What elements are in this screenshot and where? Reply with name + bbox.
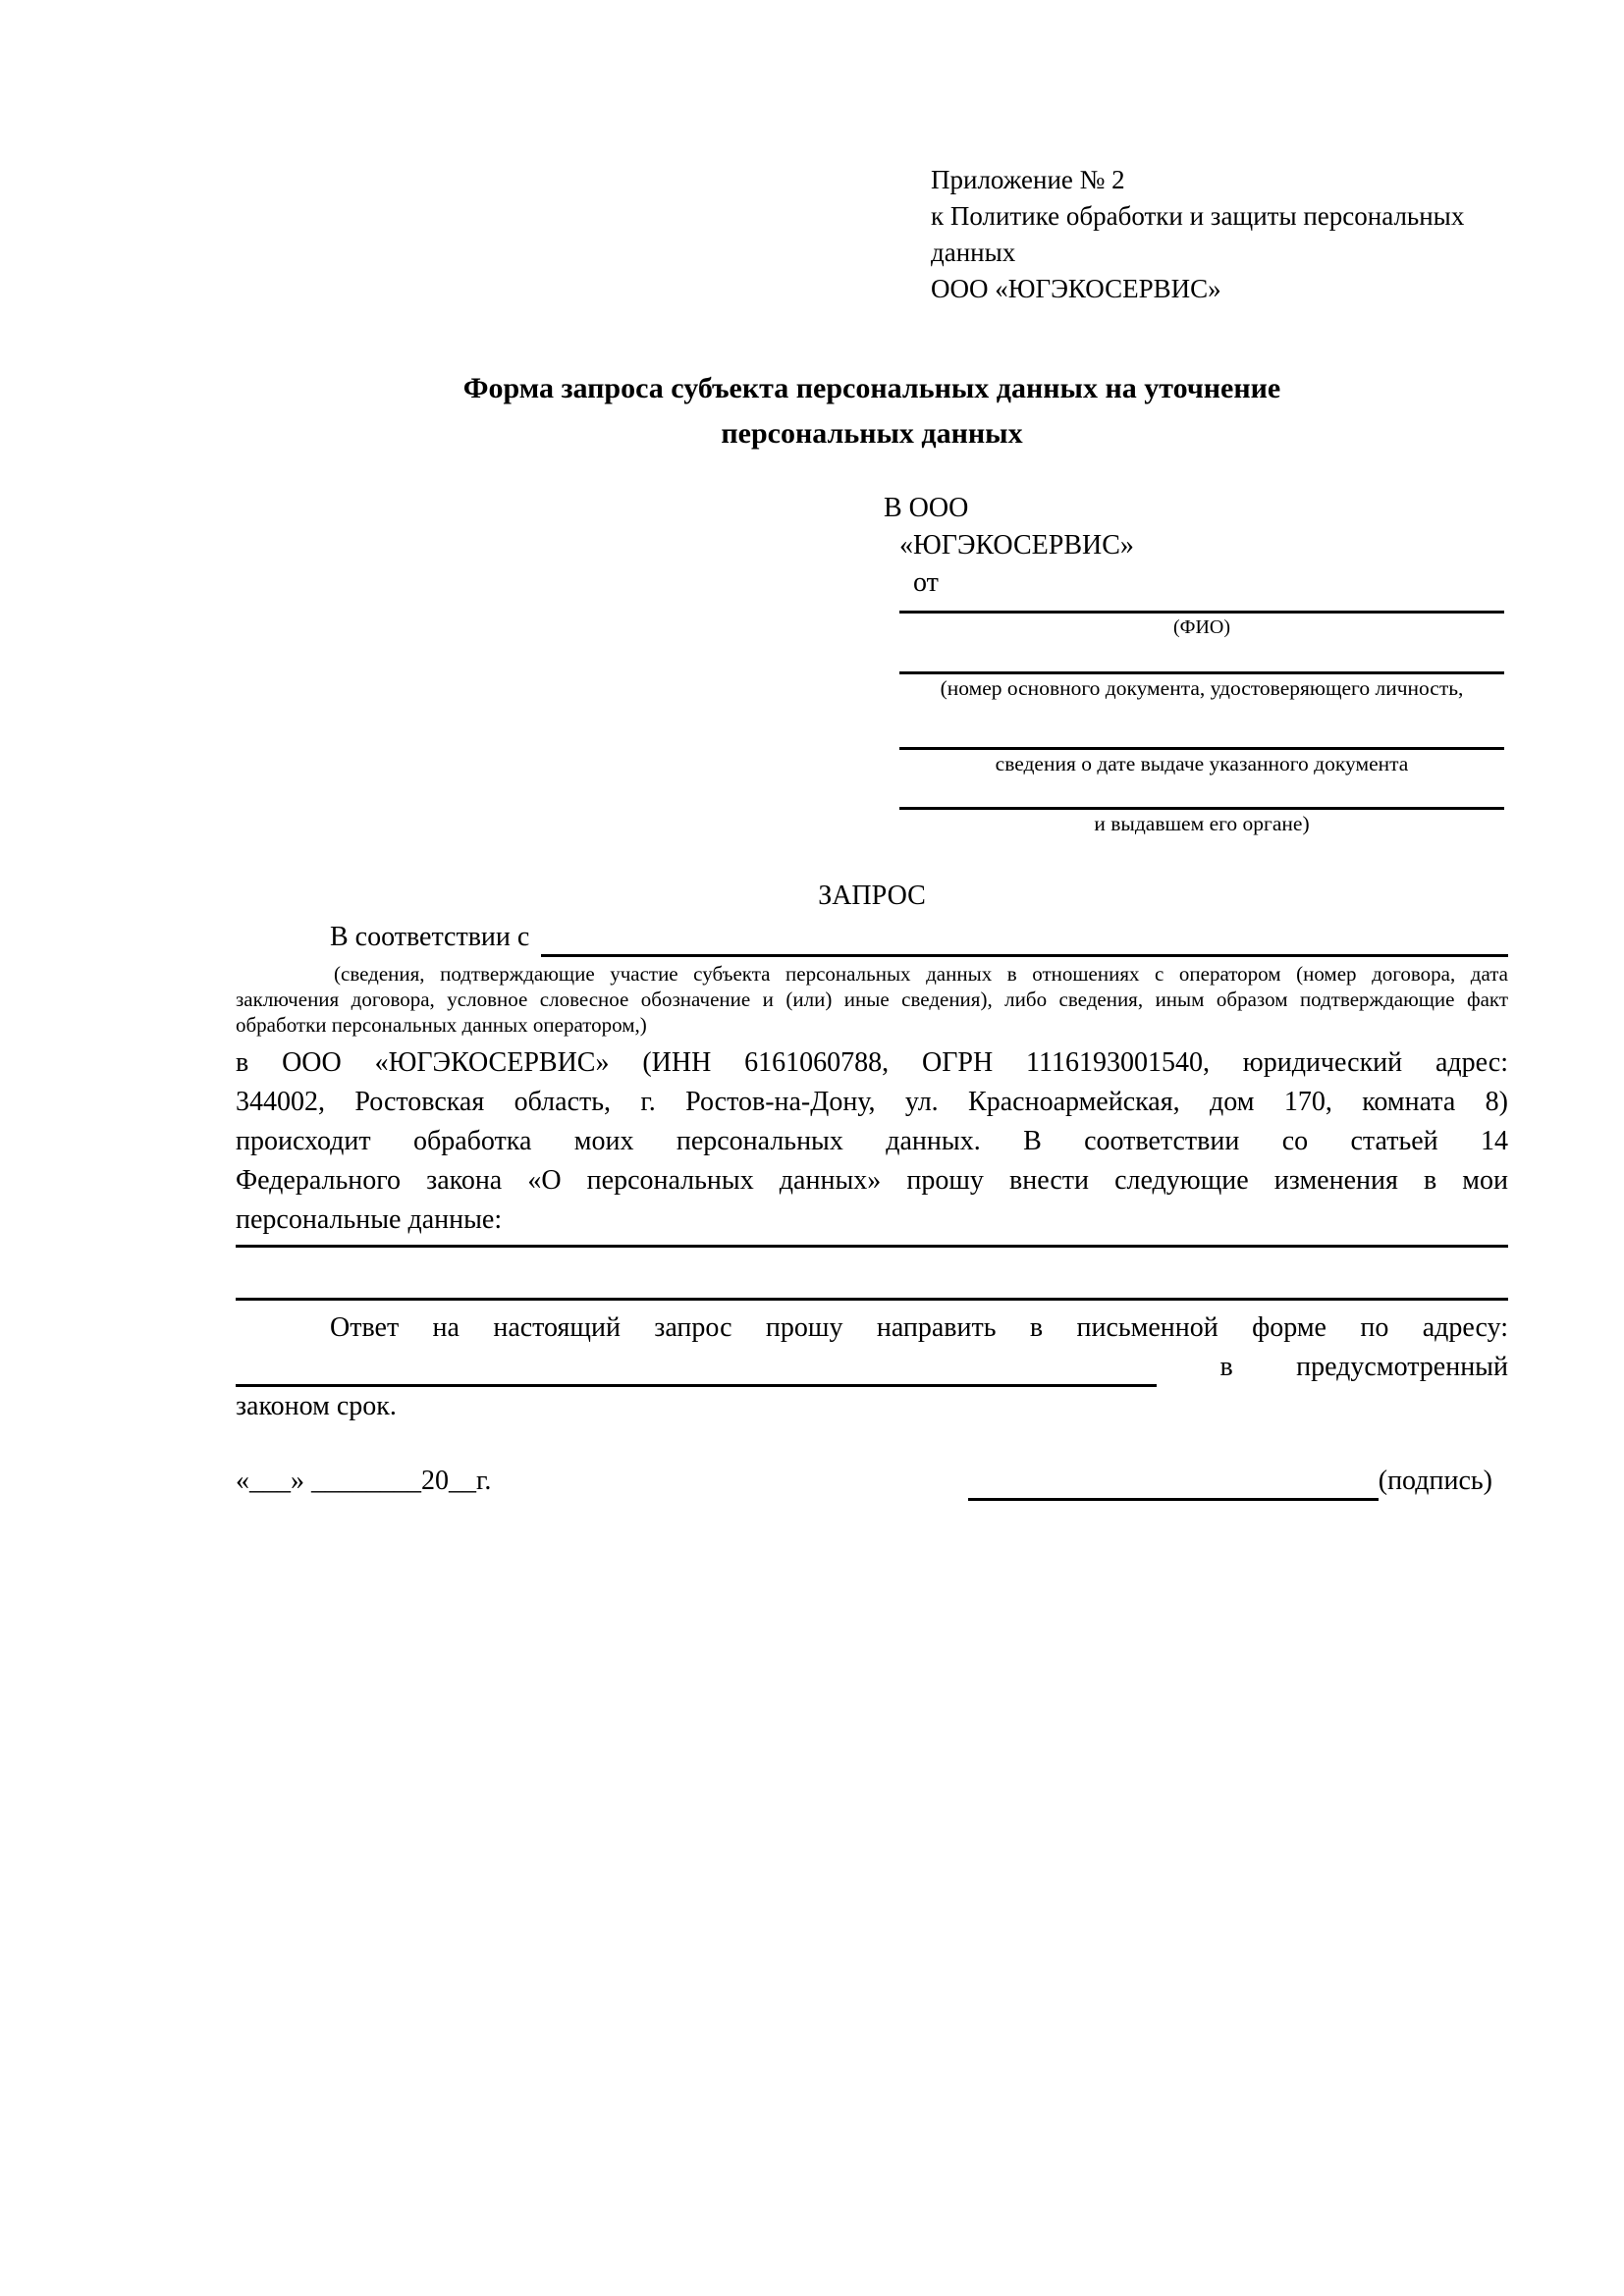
request-body-paragraph — [236, 1043, 1508, 1240]
fio-field — [899, 602, 1504, 641]
fio-caption: (ФИО) — [1172, 616, 1230, 638]
intro-footnote-line-2: заключения договора, условное словесное обозначение и (или) иные сведения), либо сведения, иным образом подтверждающие факт — [236, 988, 1508, 1011]
request-body-line-2: 344002, Ростовская область, г. Ростов-на-Дону, ул. Красноармейская, дом 170, комната 8) — [236, 1087, 1508, 1117]
date-blank: «___» ________20__г. — [236, 1466, 492, 1496]
document-title-line-2: персональных данных — [721, 417, 1023, 450]
document-issue-date-caption: сведения о дате выдаче указанного документа — [995, 752, 1409, 775]
appendix-line-1: Приложение № 2 — [931, 165, 1125, 194]
request-body-line-3: происходит обработка моих персональных данных. В соответствии со статьей 14 — [236, 1126, 1508, 1156]
document-title-line-1: Форма запроса субъекта персональных данных на уточнение — [462, 372, 1281, 404]
answer-word-stipulated: предусмотренный — [1296, 1352, 1508, 1382]
date-signature-row — [236, 1462, 1508, 1501]
addressee-to-line-1: В ООО — [884, 493, 969, 523]
answer-word-in: в — [1219, 1352, 1233, 1382]
signature-caption: (подпись) — [1378, 1466, 1492, 1496]
request-body-line-4: Федерального закона «О персональных данных» прошу внести следующие изменения в мои — [236, 1165, 1508, 1196]
request-heading: ЗАПРОС — [818, 881, 926, 911]
document-number-fill-line — [899, 641, 1504, 674]
document-title — [236, 366, 1508, 456]
document-issue-date-field — [899, 702, 1504, 777]
request-body-line-1: в ООО «ЮГЭКОСЕРВИС» (ИНН 6161060788, ОГРН 1116193001540, юридический адрес: — [236, 1047, 1508, 1078]
answer-line-2 — [236, 1348, 1508, 1387]
addressee-block — [884, 490, 1508, 837]
answer-line-1: Ответ на настоящий запрос прошу направить в письменной форме по адресу: — [330, 1312, 1508, 1343]
document-issuer-field — [899, 777, 1504, 837]
document-number-field — [899, 641, 1504, 702]
document-issue-date-fill-line — [899, 702, 1504, 750]
changes-fill-line-2 — [236, 1248, 1508, 1301]
company-name: ООО «ЮГЭКОСЕРВИС» — [931, 274, 1221, 303]
request-intro-prefix: В соответствии с — [330, 922, 530, 952]
appendix-line-3: данных — [931, 238, 1016, 267]
reply-address-fill-line — [236, 1354, 1157, 1387]
request-body-line-5: персональные данные: — [236, 1204, 503, 1235]
signature-group — [968, 1462, 1492, 1501]
intro-footnote — [236, 961, 1508, 1038]
addressee-to-line-2: «ЮГЭКОСЕРВИС» — [899, 530, 1134, 561]
intro-footnote-line-3: обработки персональных данных оператором,) — [236, 1013, 647, 1037]
answer-line-3: законом срок. — [236, 1391, 397, 1421]
document-issuer-fill-line — [899, 777, 1504, 810]
fio-fill-line — [899, 602, 1504, 614]
signature-fill-line — [968, 1468, 1379, 1501]
intro-footnote-line-1: (сведения, подтверждающие участие субъекта персональных данных в отношениях с оператором (номер договора, дата — [334, 962, 1508, 986]
appendix-line-2: к Политике обработки и защиты персональных — [931, 201, 1465, 231]
request-intro-row — [236, 918, 1508, 957]
appendix-block — [931, 162, 1508, 307]
changes-fill-line-1 — [236, 1240, 1508, 1248]
relationship-fill-line — [541, 924, 1508, 957]
document-issuer-caption: и выдавшем его органе) — [1094, 812, 1310, 835]
document-number-caption: (номер основного документа, удостоверяющего личность, — [940, 676, 1464, 700]
addressee-from-label: от — [913, 567, 939, 598]
answer-paragraph — [236, 1308, 1508, 1426]
